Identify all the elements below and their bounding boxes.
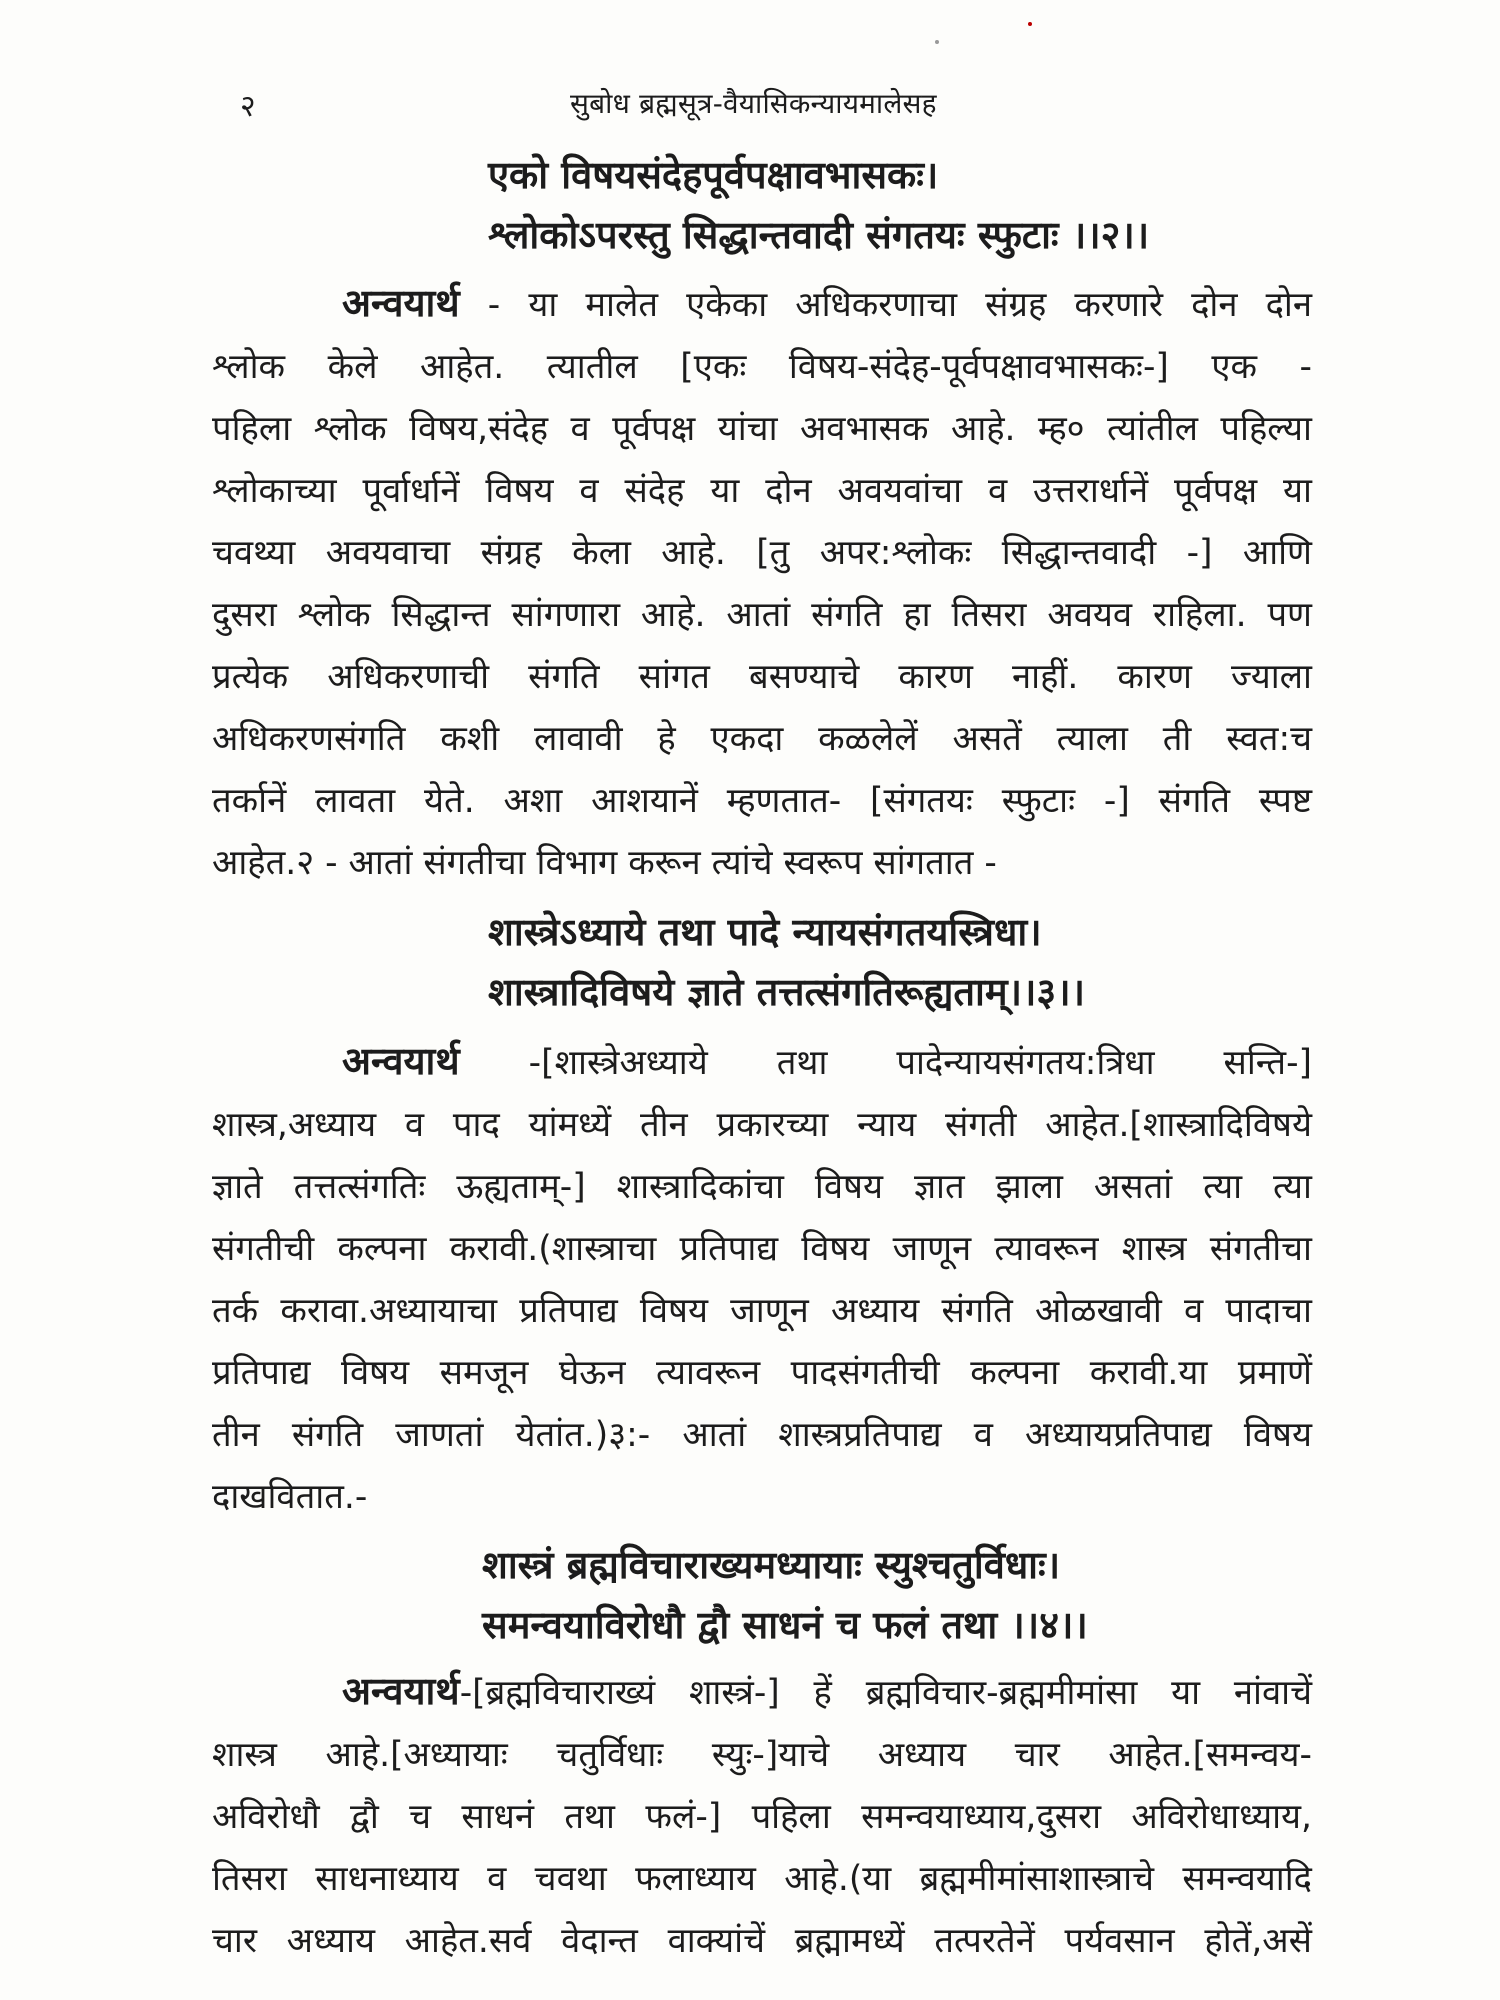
page-number: २ <box>240 89 256 124</box>
running-header <box>210 78 1360 124</box>
commentary-verse-4: अन्वयार्थ-[ब्रह्मविचाराख्यं शास्त्रं-] हें ब्रह्मविचार-ब्रह्ममीमांसा या नांवाचें शास्त्र आहे.[अध्यायाः चतुर्विधाः स्युः-]याचे अध्याय चार आहेत.[समन्वय- अविरोधौ द्वौ च साधनं तथा फलं-] पहिला समन्वयाध्याय,दुसरा अविरोधाध्याय, तिसरा साधनाध्याय व चवथा फलाध्याय आहे.(या ब्रह्ममीमांसाशास्त्राचे समन्वयादि चार अध्याय आहेत.सर्व वेदान्त वाक्यांचें ब्रह्मामध्यें तत्परतेनें पर्यवसान होतें,असें <box>212 1669 1312 1961</box>
verse-3-line-2: शास्त्रादिविषये ज्ञाते तत्तत्संगतिरूह्यताम्।।३।। <box>488 970 1085 1014</box>
verse-3-line-1: शास्त्रेऽध्याये तथा पादे न्यायसंगतयस्त्रिधा। <box>488 910 1042 954</box>
commentary-label: अन्वयार्थ <box>342 1669 460 1713</box>
verse-2-line-1: एको विषयसंदेहपूर्वपक्षावभासकः। <box>488 153 939 197</box>
commentary-verse-2: अन्वयार्थ - या मालेत एकेका अधिकरणाचा संग्रह करणारे दोन दोन श्लोक केले आहेत. त्यातील [एकः विषय-संदेह-पूर्वपक्षावभासकः-] एक - पहिला श्लोक विषय,संदेह व पूर्वपक्ष यांचा अवभासक आहे. म्ह० त्यांतील पहिल्या श्लोकाच्या पूर्वार्धानें विषय व संदेह या दोन अवयवांचा व उत्तरार्धानें पूर्वपक्ष या चवथ्या अवयवाचा संग्रह केला आहे. [तु अपर:श्लोकः सिद्धान्तवादी -] आणि दुसरा श्लोक सिद्धान्त सांगणारा आहे. आतां संगति हा तिसरा अवयव राहिला. पण प्रत्येक अधिकरणाची संगति सांगत बसण्याचे कारण नाहीं. कारण ज्याला अधिकरणसंगति कशी लावावी हे एकदा कळलेलें असतें त्याला ती स्वत:च तर्कानें लावता येते. अशा आशयानें म्हणतात- [संगतयः स्फुटाः -] संगति स्पष्ट आहेत.२ - आतां संगतीचा विभाग करून त्यांचे स्वरूप सांगतात - <box>212 281 1312 883</box>
book-title: सुबोध ब्रह्मसूत्र-वैयासिकन्यायमालेसह <box>570 87 937 120</box>
ink-speck <box>1028 22 1032 26</box>
verse-2-line-2: श्लोकोऽपरस्तु सिद्धान्तवादी संगतयः स्फुटाः ।।२।। <box>488 213 1150 257</box>
commentary-label: अन्वयार्थ <box>342 1039 460 1083</box>
ink-speck <box>935 40 939 44</box>
verse-4-line-1: शास्त्रं ब्रह्मविचाराख्यमध्यायाः स्युश्चतुर्विधाः। <box>482 1543 1061 1587</box>
commentary-label: अन्वयार्थ <box>342 281 460 325</box>
commentary-verse-3: अन्वयार्थ -[शास्त्रेअध्याये तथा पादेन्यायसंगतय:त्रिधा सन्ति-] शास्त्र,अध्याय व पाद यांमध्यें तीन प्रकारच्या न्याय संगती आहेत.[शास्त्रादिविषये ज्ञाते तत्तत्संगतिः ऊह्यताम्-] शास्त्रादिकांचा विषय ज्ञात झाला असतां त्या त्या संगतीची कल्पना करावी.(शास्त्राचा प्रतिपाद्य विषय जाणून त्यावरून शास्त्र संगतीचा तर्क करावा.अध्यायाचा प्रतिपाद्य विषय जाणून अध्याय संगति ओळखावी व पादाचा प्रतिपाद्य विषय समजून घेऊन त्यावरून पादसंगतीची कल्पना करावी.या प्रमाणें तीन संगति जाणतां येतांत.)३:- आतां शास्त्रप्रतिपाद्य व अध्यायप्रतिपाद्य विषय दाखवितात.- <box>212 1039 1312 1517</box>
verse-4-line-2: समन्वयाविरोधौ द्वौ साधनं च फलं तथा ।।४।। <box>482 1603 1088 1647</box>
